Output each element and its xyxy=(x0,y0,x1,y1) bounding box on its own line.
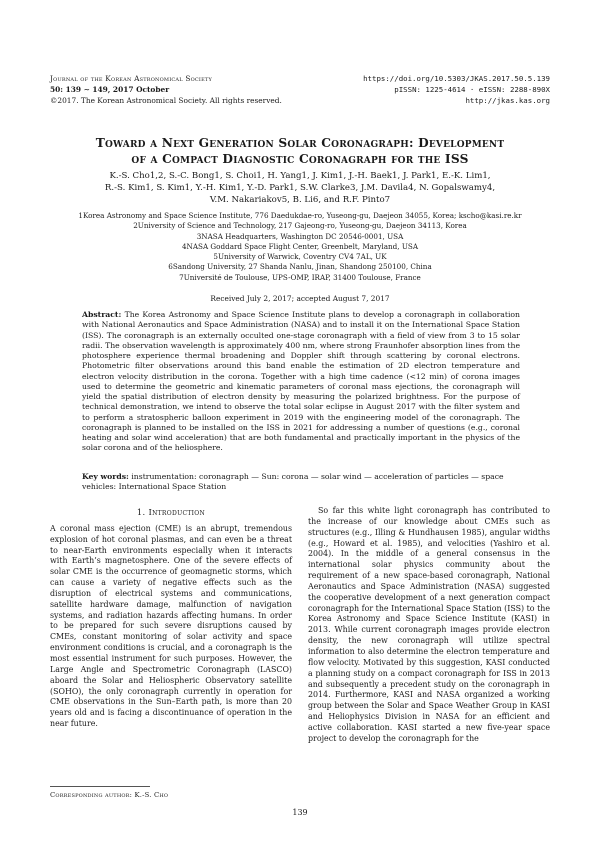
section-heading: 1. Introduction xyxy=(136,507,206,517)
title-line-1: Toward a Next Generation Solar Coronagraph: Development xyxy=(95,136,505,150)
page-number: 139 xyxy=(292,808,308,817)
issn-line: pISSN: 1225-4614 · eISSN: 2288-890X xyxy=(394,85,550,94)
affiliation-1: 1Korea Astronomy and Space Science Institute, 776 Daedukdae-ro, Yuseong-gu, Daejeon 34055, Korea; kscho@kasi.re.kr xyxy=(78,211,522,220)
paper-title xyxy=(40,135,560,167)
affiliations xyxy=(40,211,560,283)
copyright-line: ©2017. The Korean Astronomical Society. All rights reserved. xyxy=(50,96,282,105)
affiliation-2: 2University of Science and Technology, 217 Gajeong-ro, Yuseong-gu, Daejeon 34113, Korea xyxy=(133,221,467,231)
keywords xyxy=(82,472,520,493)
author-list xyxy=(40,170,560,207)
authors-line-2: R.-S. Kim1, S. Kim1, Y.-H. Kim1, Y.-D. Park1, S.W. Clarke3, J.M. Davila4, N. Gopalswamy4, xyxy=(104,183,496,194)
intro-paragraph-left: A coronal mass ejection (CME) is an abrupt, tremendous explosion of hot coronal plasmas, and can even be a threat to near-Earth environments especially when it interacts with Earth’s magnetosphere. One of the severe effects of solar CME is the occurrence of geomagnetic storms, which can cause a variety of negative effects such as the disruption of electrical systems and communications, satellite hardware damage, malfunction of navigation systems, and radiation hazards affecting humans. In order to be prepared for such severe disruptions caused by CMEs, constant monitoring of solar activity and space environment conditions is crucial, and a coronagraph is the most essential instrument for such purposes. However, the Large Angle and Spectrometric Coronagraph (LASCO) aboard the Solar and Heliospheric Observatory satellite (SOHO), the only coronagraph currently in operation for CME observations in the Sun–Earth path, is more than 20 years old and is facing a discontinuance of operation in the near future. xyxy=(50,523,292,729)
journal-header xyxy=(50,73,282,106)
abstract-text: The Korea Astronomy and Space Science Institute plans to develop a coronagraph in collaboration with National Aeronautics and Space Administration (NASA) and to install it on the International Space Station (ISS). The coronagraph is an externally occulted one-stage coronagraph with a field of view from 3 to 15 solar radii. The observation wavelength is approximately 400 nm, where strong Fraunhofer absorption lines from the photosphere experience thermal broadening and Doppler shift through scattering by coronal electrons. Photometric filter observations around this band enable the estimation of 2D electron temperature and electron velocity distribution in the corona. Together with a high time cadence (<12 min) of corona images used to determine the geometric and kinematic parameters of coronal mass ejections, the coronagraph will yield the spatial distribution of electron density by measuring the polarized brightness. For the purpose of technical demonstration, we intend to observe the total solar eclipse in August 2017 with the filter system and to perform a stratospheric balloon experiment in 2019 with the engineering model of the coronagraph. The coronagraph is planned to be installed on the ISS in 2021 for addressing a number of questions (e.g., coronal heating and solar wind acceleration) that are both fundamental and practically important in the physics of the solar corona and of the heliosphere. xyxy=(82,310,520,453)
left-column xyxy=(50,507,292,730)
volume-info: 50: 139 ∼ 149, 2017 October xyxy=(50,85,170,94)
corresponding-author-note: Corresponding author: K.-S. Cho xyxy=(50,791,169,799)
abstract xyxy=(82,310,520,454)
journal-ids xyxy=(363,73,550,106)
affiliation-4: 4NASA Goddard Space Flight Center, Greenbelt, Maryland, USA xyxy=(181,241,419,251)
footnote-divider xyxy=(50,786,150,787)
affiliation-7: 7Université de Toulouse, UPS-OMP, IRAP, 31400 Toulouse, France xyxy=(179,272,421,282)
authors-line-1: K.-S. Cho1,2, S.-C. Bong1, S. Choi1, H. Yang1, J. Kim1, J.-H. Baek1, J. Park1, E.-K. Lim1, xyxy=(109,171,491,181)
affiliation-6: 6Sandong University, 27 Shanda Nanlu, Jinan, Shandong 250100, China xyxy=(168,262,432,272)
journal-url[interactable]: http://jkas.kas.org xyxy=(465,96,550,105)
keywords-text: instrumentation: coronagraph — Sun: corona — solar wind — acceleration of particles — space vehicles: International Space Station xyxy=(82,472,504,492)
keywords-label: Key words: xyxy=(82,472,129,481)
doi-link[interactable]: https://doi.org/10.5303/JKAS.2017.50.5.139 xyxy=(363,74,550,83)
authors-line-3: V.M. Nakariakov5, B. Li6, and R.F. Pinto7 xyxy=(209,195,391,206)
affiliation-3: 3NASA Headquarters, Washington DC 20546-0001, USA xyxy=(196,231,404,241)
abstract-label: Abstract: xyxy=(82,310,122,319)
journal-name: Journal of the Korean Astronomical Society xyxy=(50,74,212,83)
received-dates: Received July 2, 2017; accepted August 7, 2017 xyxy=(210,294,390,303)
affiliation-5: 5University of Warwick, Coventry CV4 7AL, UK xyxy=(213,252,387,262)
right-column xyxy=(308,506,550,745)
title-line-2: of a Compact Diagnostic Coronagraph for the ISS xyxy=(131,152,469,166)
intro-paragraph-right: So far this white light coronagraph has contributed to the increase of our knowledge about CMEs such as structures (e.g., Illing & Hundhausen 1985), angular widths (e.g., Howard et al. 1985), and velocities (Yashiro et al. 2004). In the middle of a general consensus in the international solar physics community about the requirement of a new space-based coronagraph, National Aeronautics and Space Administration (NASA) suggested the cooperative development of a next generation compact coronagraph for the International Space Station (ISS) to the Korea Astronomy and Space Science Institute (KASI) in 2013. While current coronagraph images provide electron density, the new coronagraph will utilize spectral information to also determine the electron temperature and flow velocity. Motivated by this suggestion, KASI conducted a planning study on a compact coronagraph for ISS in 2013 and subsequently a precedent study on the coronagraph in 2014. Furthermore, KASI and NASA organized a working group between the Solar and Space Weather Group in KASI and Heliophysics Division in NASA for an efficient and active collaboration. KASI started a new five-year space project to develop the coronagraph for the xyxy=(308,506,550,743)
